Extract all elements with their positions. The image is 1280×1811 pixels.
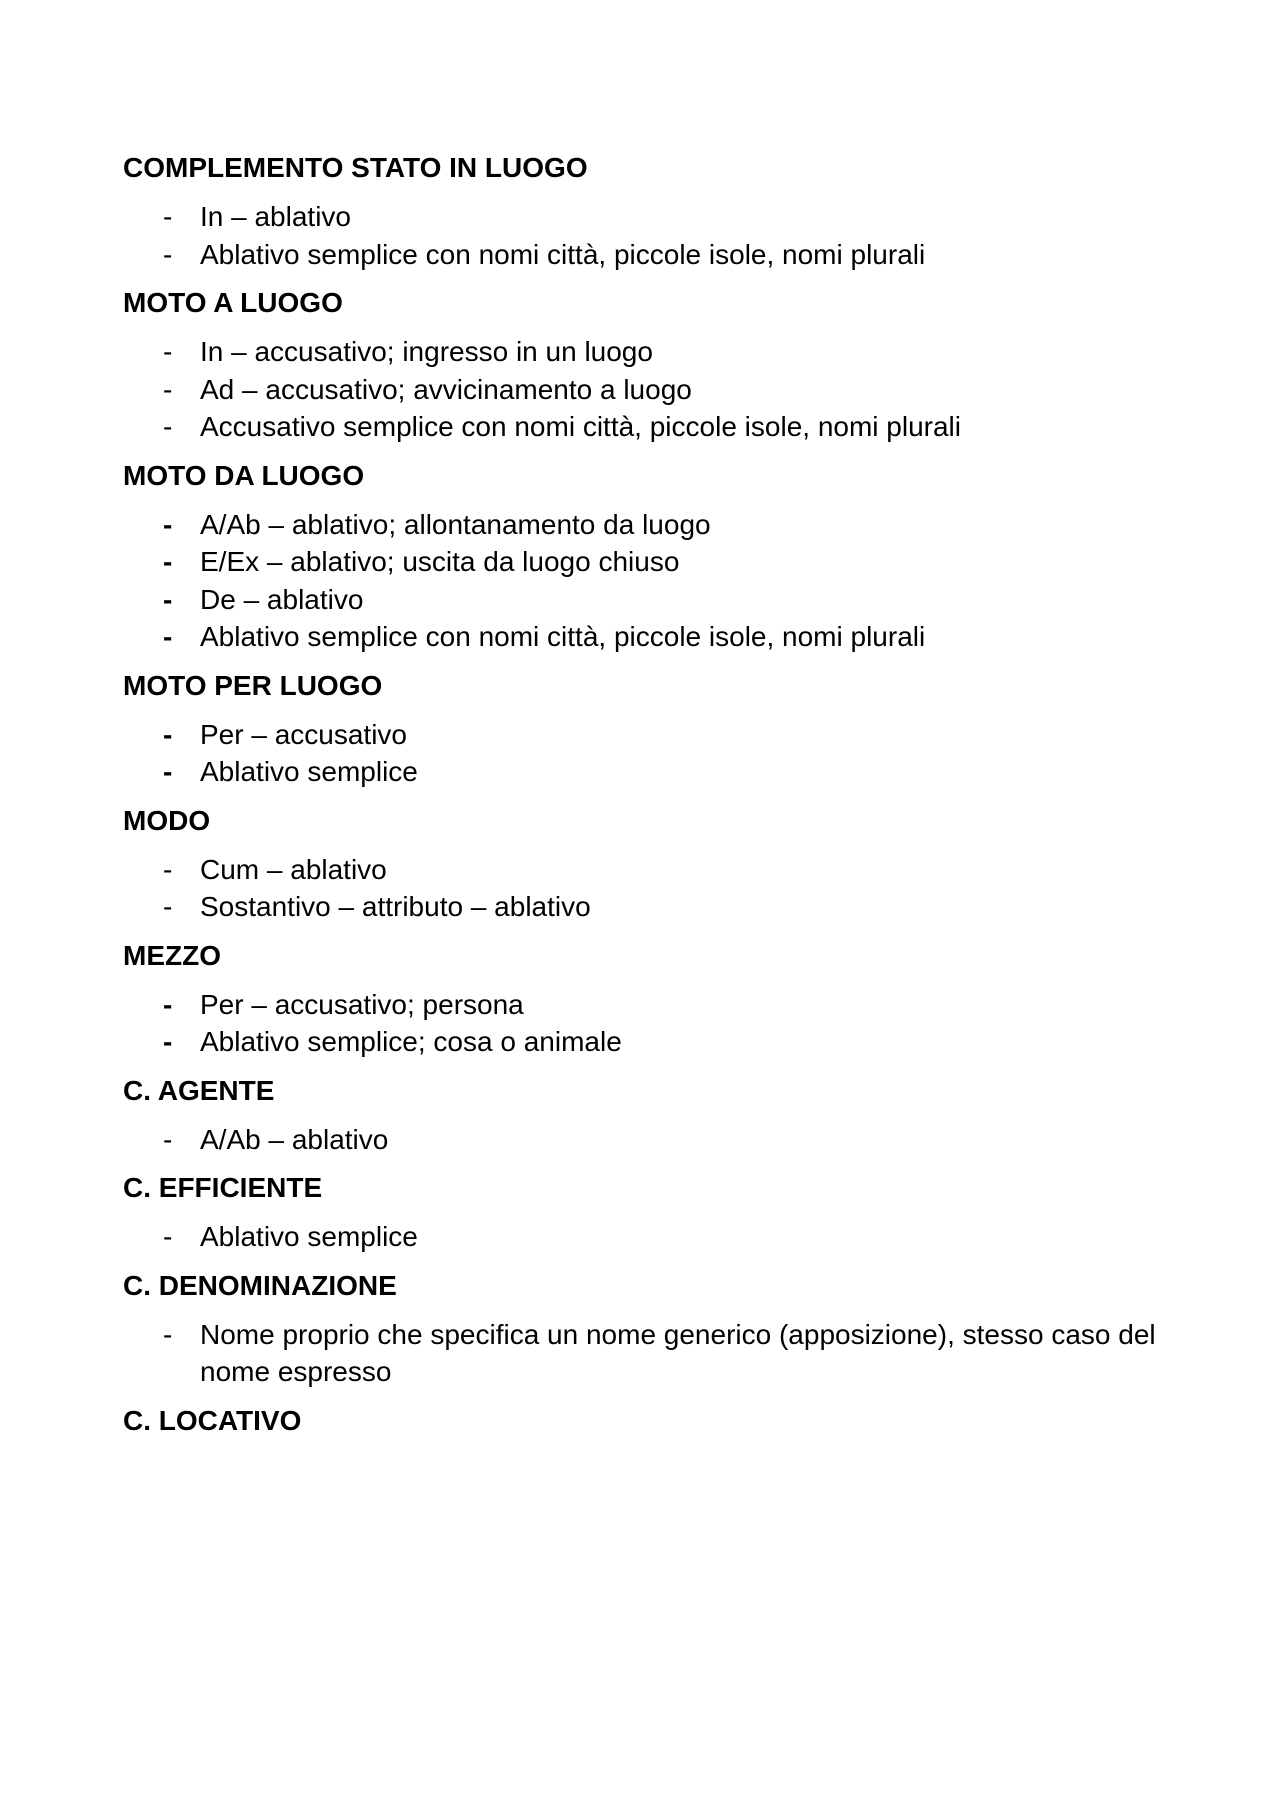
dash-bullet: - <box>163 1221 173 1252</box>
list-item <box>123 888 1163 926</box>
list-item <box>123 716 1163 754</box>
list-item <box>123 543 1163 581</box>
dash-bullet: - <box>163 1318 173 1350</box>
dash-bullet: - <box>163 853 173 885</box>
list-item <box>123 408 1163 446</box>
list-item-text: E/Ex – ablativo; uscita da luogo chiuso <box>200 546 680 577</box>
section-heading: C. DENOMINAZIONE <box>123 1269 397 1301</box>
dash-bullet: - <box>163 336 173 367</box>
list-item-text: Sostantivo – attributo – ablativo <box>200 891 591 922</box>
section-heading: C. EFFICIENTE <box>123 1172 323 1203</box>
list-item-text: Ablativo semplice <box>200 1221 418 1252</box>
list-item-text: Per – accusativo <box>200 718 407 750</box>
list-item <box>123 581 1163 619</box>
section-heading: COMPLEMENTO STATO IN LUOGO <box>123 152 588 183</box>
section-heading: MOTO A LUOGO <box>123 287 343 318</box>
section <box>123 805 1163 926</box>
list-item-text: De – ablativo <box>200 583 364 615</box>
dash-bullet: - <box>163 1123 173 1155</box>
dash-bullet: - <box>163 373 173 405</box>
list-item-text: Accusativo semplice con nomi città, piccole isole, nomi plurali <box>200 411 961 442</box>
dash-bullet: - <box>163 238 173 270</box>
list-item-text: Ablativo semplice con nomi città, piccole isole, nomi plurali <box>200 621 926 652</box>
section-heading: MEZZO <box>123 939 221 971</box>
section-heading: C. AGENTE <box>123 1074 275 1106</box>
list-item <box>123 1121 1163 1159</box>
bullet-list <box>123 716 1163 791</box>
document-page <box>123 152 1163 1451</box>
section <box>123 460 1163 656</box>
dash-bullet: - <box>163 621 173 652</box>
bullet-list <box>123 1316 1163 1391</box>
list-item-text: Nome proprio che specifica un nome generico (apposizione), stesso caso del nome espresso <box>200 1318 1156 1387</box>
list-item <box>123 986 1163 1024</box>
bullet-list <box>123 1121 1163 1159</box>
dash-bullet: - <box>163 546 173 577</box>
dash-bullet: - <box>163 201 173 232</box>
bullet-list <box>123 1218 1163 1256</box>
dash-bullet: - <box>163 891 173 922</box>
list-item <box>123 236 1163 274</box>
section <box>123 287 1163 446</box>
dash-bullet: - <box>163 411 173 442</box>
dash-bullet: - <box>163 718 173 750</box>
list-item <box>123 333 1163 371</box>
list-item <box>123 1023 1163 1061</box>
list-item-text: In – ablativo <box>200 201 351 232</box>
list-item-text: Ablativo semplice con nomi città, piccole isole, nomi plurali <box>200 238 926 270</box>
bullet-list <box>123 333 1163 446</box>
list-item-text: A/Ab – ablativo <box>200 1123 389 1155</box>
section <box>123 670 1163 791</box>
list-item <box>123 198 1163 236</box>
list-item-text: A/Ab – ablativo; allontanamento da luogo <box>200 508 711 540</box>
list-item-text: Cum – ablativo <box>200 853 387 885</box>
dash-bullet: - <box>163 583 173 615</box>
dash-bullet: - <box>163 1026 173 1057</box>
list-item <box>123 753 1163 791</box>
section-heading: MODO <box>123 804 211 836</box>
section-heading: C. LOCATIVO <box>123 1404 302 1436</box>
dash-bullet: - <box>163 508 173 540</box>
section <box>123 1405 1163 1437</box>
bullet-list <box>123 851 1163 926</box>
list-item-text: In – accusativo; ingresso in un luogo <box>200 336 653 367</box>
section <box>123 1172 1163 1256</box>
section <box>123 152 1163 273</box>
list-item-text: Per – accusativo; persona <box>200 988 524 1020</box>
section <box>123 1270 1163 1391</box>
bullet-list <box>123 986 1163 1061</box>
list-item <box>123 618 1163 656</box>
section <box>123 1075 1163 1159</box>
section <box>123 940 1163 1061</box>
list-item-text: Ad – accusativo; avvicinamento a luogo <box>200 373 692 405</box>
dash-bullet: - <box>163 988 173 1020</box>
section-heading: MOTO PER LUOGO <box>123 669 383 701</box>
bullet-list <box>123 198 1163 273</box>
list-item <box>123 506 1163 544</box>
section-heading: MOTO DA LUOGO <box>123 459 365 491</box>
list-item <box>123 1316 1163 1391</box>
list-item <box>123 371 1163 409</box>
bullet-list <box>123 506 1163 656</box>
list-item <box>123 1218 1163 1256</box>
dash-bullet: - <box>163 756 173 787</box>
list-item-text: Ablativo semplice; cosa o animale <box>200 1026 622 1057</box>
list-item-text: Ablativo semplice <box>200 756 418 787</box>
list-item <box>123 851 1163 889</box>
